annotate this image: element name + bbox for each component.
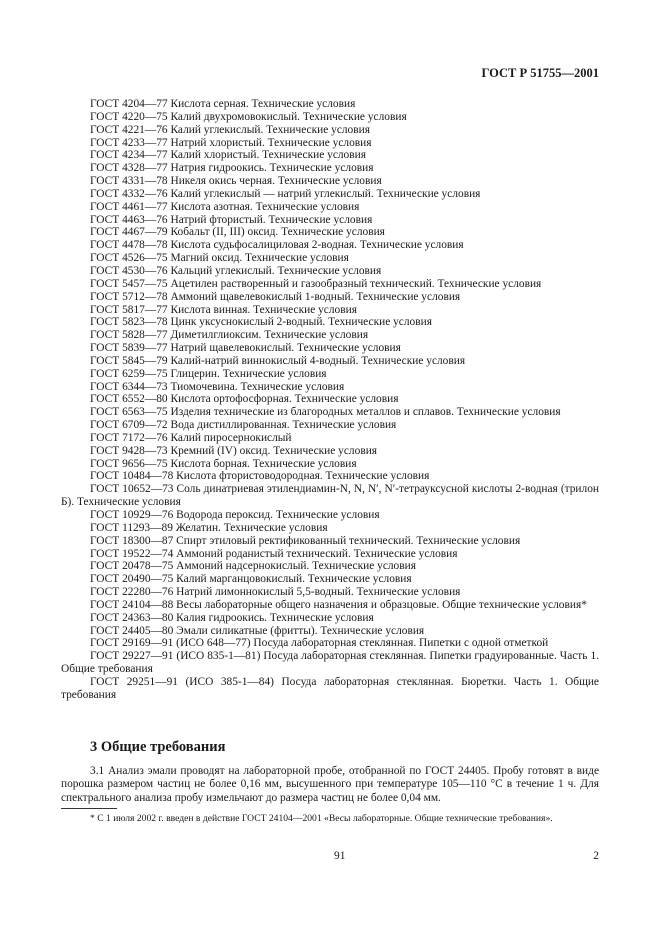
reference-item: ГОСТ 6344—73 Тиомочевина. Технические условия [90, 380, 345, 393]
footnote: * С 1 июля 2002 г. введен в действие ГОСТ 24104—2001 «Весы лабораторные. Общие технические требования». [90, 813, 553, 824]
reference-item: ГОСТ 4328—77 Натрия гидроокись. Технические условия [90, 162, 374, 175]
reference-item: ГОСТ 4331—78 Никеля окись черная. Технические условия [90, 175, 382, 188]
reference-item: ГОСТ 4204—77 Кислота серная. Технические условия [90, 98, 356, 110]
reference-item: ГОСТ 5828—77 Диметилглиоксим. Технические условия [90, 329, 369, 342]
reference-item: ГОСТ 10484—78 Кислота фтористоводородная. Технические условия [90, 470, 430, 483]
reference-item: ГОСТ 9656—75 Кислота борная. Технические условия [90, 457, 357, 470]
reference-item: ГОСТ 6259—75 Глицерин. Технические условия [90, 367, 327, 380]
reference-item: ГОСТ 4220—75 Калий двухромовокислый. Технические условия [90, 110, 407, 123]
reference-item: ГОСТ 24104—88 Весы лабораторные общего назначения и образцовые. Общие технические условия* [90, 598, 587, 611]
reference-item: ГОСТ 4530—76 Кальций углекислый. Технические условия [90, 264, 382, 277]
reference-item: ГОСТ 5457—75 Ацетилен растворенный и газообразный технический. Технические условия [90, 277, 542, 290]
reference-item: ГОСТ 9428—73 Кремний (IV) оксид. Технические условия [90, 444, 378, 457]
reference-item: ГОСТ 6709—72 Вода дистиллированная. Технические условия [90, 419, 397, 432]
reference-item: ГОСТ 5845—79 Калий-натрий виннокислый 4-водный. Технические условия [90, 354, 466, 367]
section-paragraph: 3.1 Анализ эмали проводят на лабораторной пробе, отобранной по ГОСТ 24405. Пробу готовят в виде порошка размером частиц не более 0,16 мм, высушенного при температуре 105—110 °С в течение 1 ч. Для спектрального анализа пробу измельчают до размера частиц не более 0,04 мм. [61, 765, 599, 804]
reference-item: ГОСТ 24405—80 Эмали силикатные (фритты). Технические условия [90, 624, 425, 637]
reference-item: ГОСТ 4233—77 Натрий хлористый. Технические условия [90, 136, 372, 149]
reference-item: ГОСТ 19522—74 Аммоний роданистый технический. Технические условия [90, 547, 458, 560]
document-header-code: ГОСТ Р 51755—2001 [481, 66, 599, 80]
reference-item: ГОСТ 6552—80 Кислота ортофосфорная. Технические условия [90, 393, 399, 406]
reference-item: ГОСТ 10929—76 Водорода пероксид. Технические условия [90, 509, 380, 521]
reference-item: ГОСТ 24363—80 Калия гидроокись. Технические условия [90, 611, 374, 624]
reference-item: ГОСТ 4461—77 Кислота азотная. Технические условия [90, 200, 360, 213]
reference-item: ГОСТ 10652—73 Соль динатриевая этилендиамин-N, N, N′, N′-тетрауксусной кислоты 2-водная (трилон Б). Технические условия [61, 483, 599, 509]
reference-item: ГОСТ 5712—78 Аммоний щавелевокислый 1-водный. Технические условия [90, 290, 461, 303]
reference-item: ГОСТ 20490—75 Калий марганцовокислый. Технические условия [90, 573, 412, 586]
reference-item: ГОСТ 4221—76 Калий углекислый. Технические условия [90, 123, 370, 136]
reference-item: ГОСТ 6563—75 Изделия технические из благородных металлов и сплавов. Технические условия [90, 406, 561, 419]
reference-item: ГОСТ 4463—76 Натрий фтористый. Технические условия [90, 213, 373, 226]
normative-references-list [61, 98, 599, 702]
reference-item: ГОСТ 29169—91 (ИСО 648—77) Посуда лабораторная стеклянная. Пипетки с одной отметкой [90, 637, 549, 650]
reference-item: ГОСТ 29227—91 (ИСО 835-1—81) Посуда лабораторная стеклянная. Пипетки градуированные. Часть 1. Общие требования [61, 650, 599, 676]
reference-item: ГОСТ 29251—91 (ИСО 385-1—84) Посуда лабораторная стеклянная. Бюретки. Часть 1. Общие требования [61, 675, 599, 701]
reference-item: ГОСТ 5817—77 Кислота винная. Технические условия [90, 303, 357, 316]
sheet-number: 2 [593, 850, 599, 862]
reference-item: ГОСТ 4478—78 Кислота судьфосалициловая 2-водная. Технические условия [90, 239, 464, 252]
reference-item: ГОСТ 7172—76 Калий пиросернокислый [90, 431, 292, 444]
reference-item: ГОСТ 4467—79 Кобальт (II, III) оксид. Технические условия [90, 226, 385, 239]
section-heading: 3 Общие требования [90, 739, 226, 755]
reference-item: ГОСТ 4332—76 Калий углекислый — натрий углекислый. Технические условия [90, 187, 481, 200]
reference-item: ГОСТ 5839—77 Натрий щавелевокислый. Технические условия [90, 342, 401, 355]
reference-item: ГОСТ 5823—78 Цинк уксуснокислый 2-водный. Технические условия [90, 316, 432, 329]
reference-item: ГОСТ 22280—76 Натрий лимоннокислый 5,5-водный. Технические условия [90, 586, 461, 599]
reference-item: ГОСТ 20478—75 Аммоний надсернокислый. Технические условия [90, 560, 416, 573]
page-number: 91 [334, 850, 346, 862]
reference-item: ГОСТ 4234—77 Калий хлористый. Технические условия [90, 149, 366, 162]
footnote-divider [61, 808, 117, 809]
reference-item: ГОСТ 4526—75 Магний оксид. Технические условия [90, 252, 349, 265]
reference-item: ГОСТ 18300—87 Спирт этиловый ректификованный технический. Технические условия [90, 534, 521, 547]
reference-item: ГОСТ 11293—89 Желатин. Технические условия [90, 521, 328, 534]
